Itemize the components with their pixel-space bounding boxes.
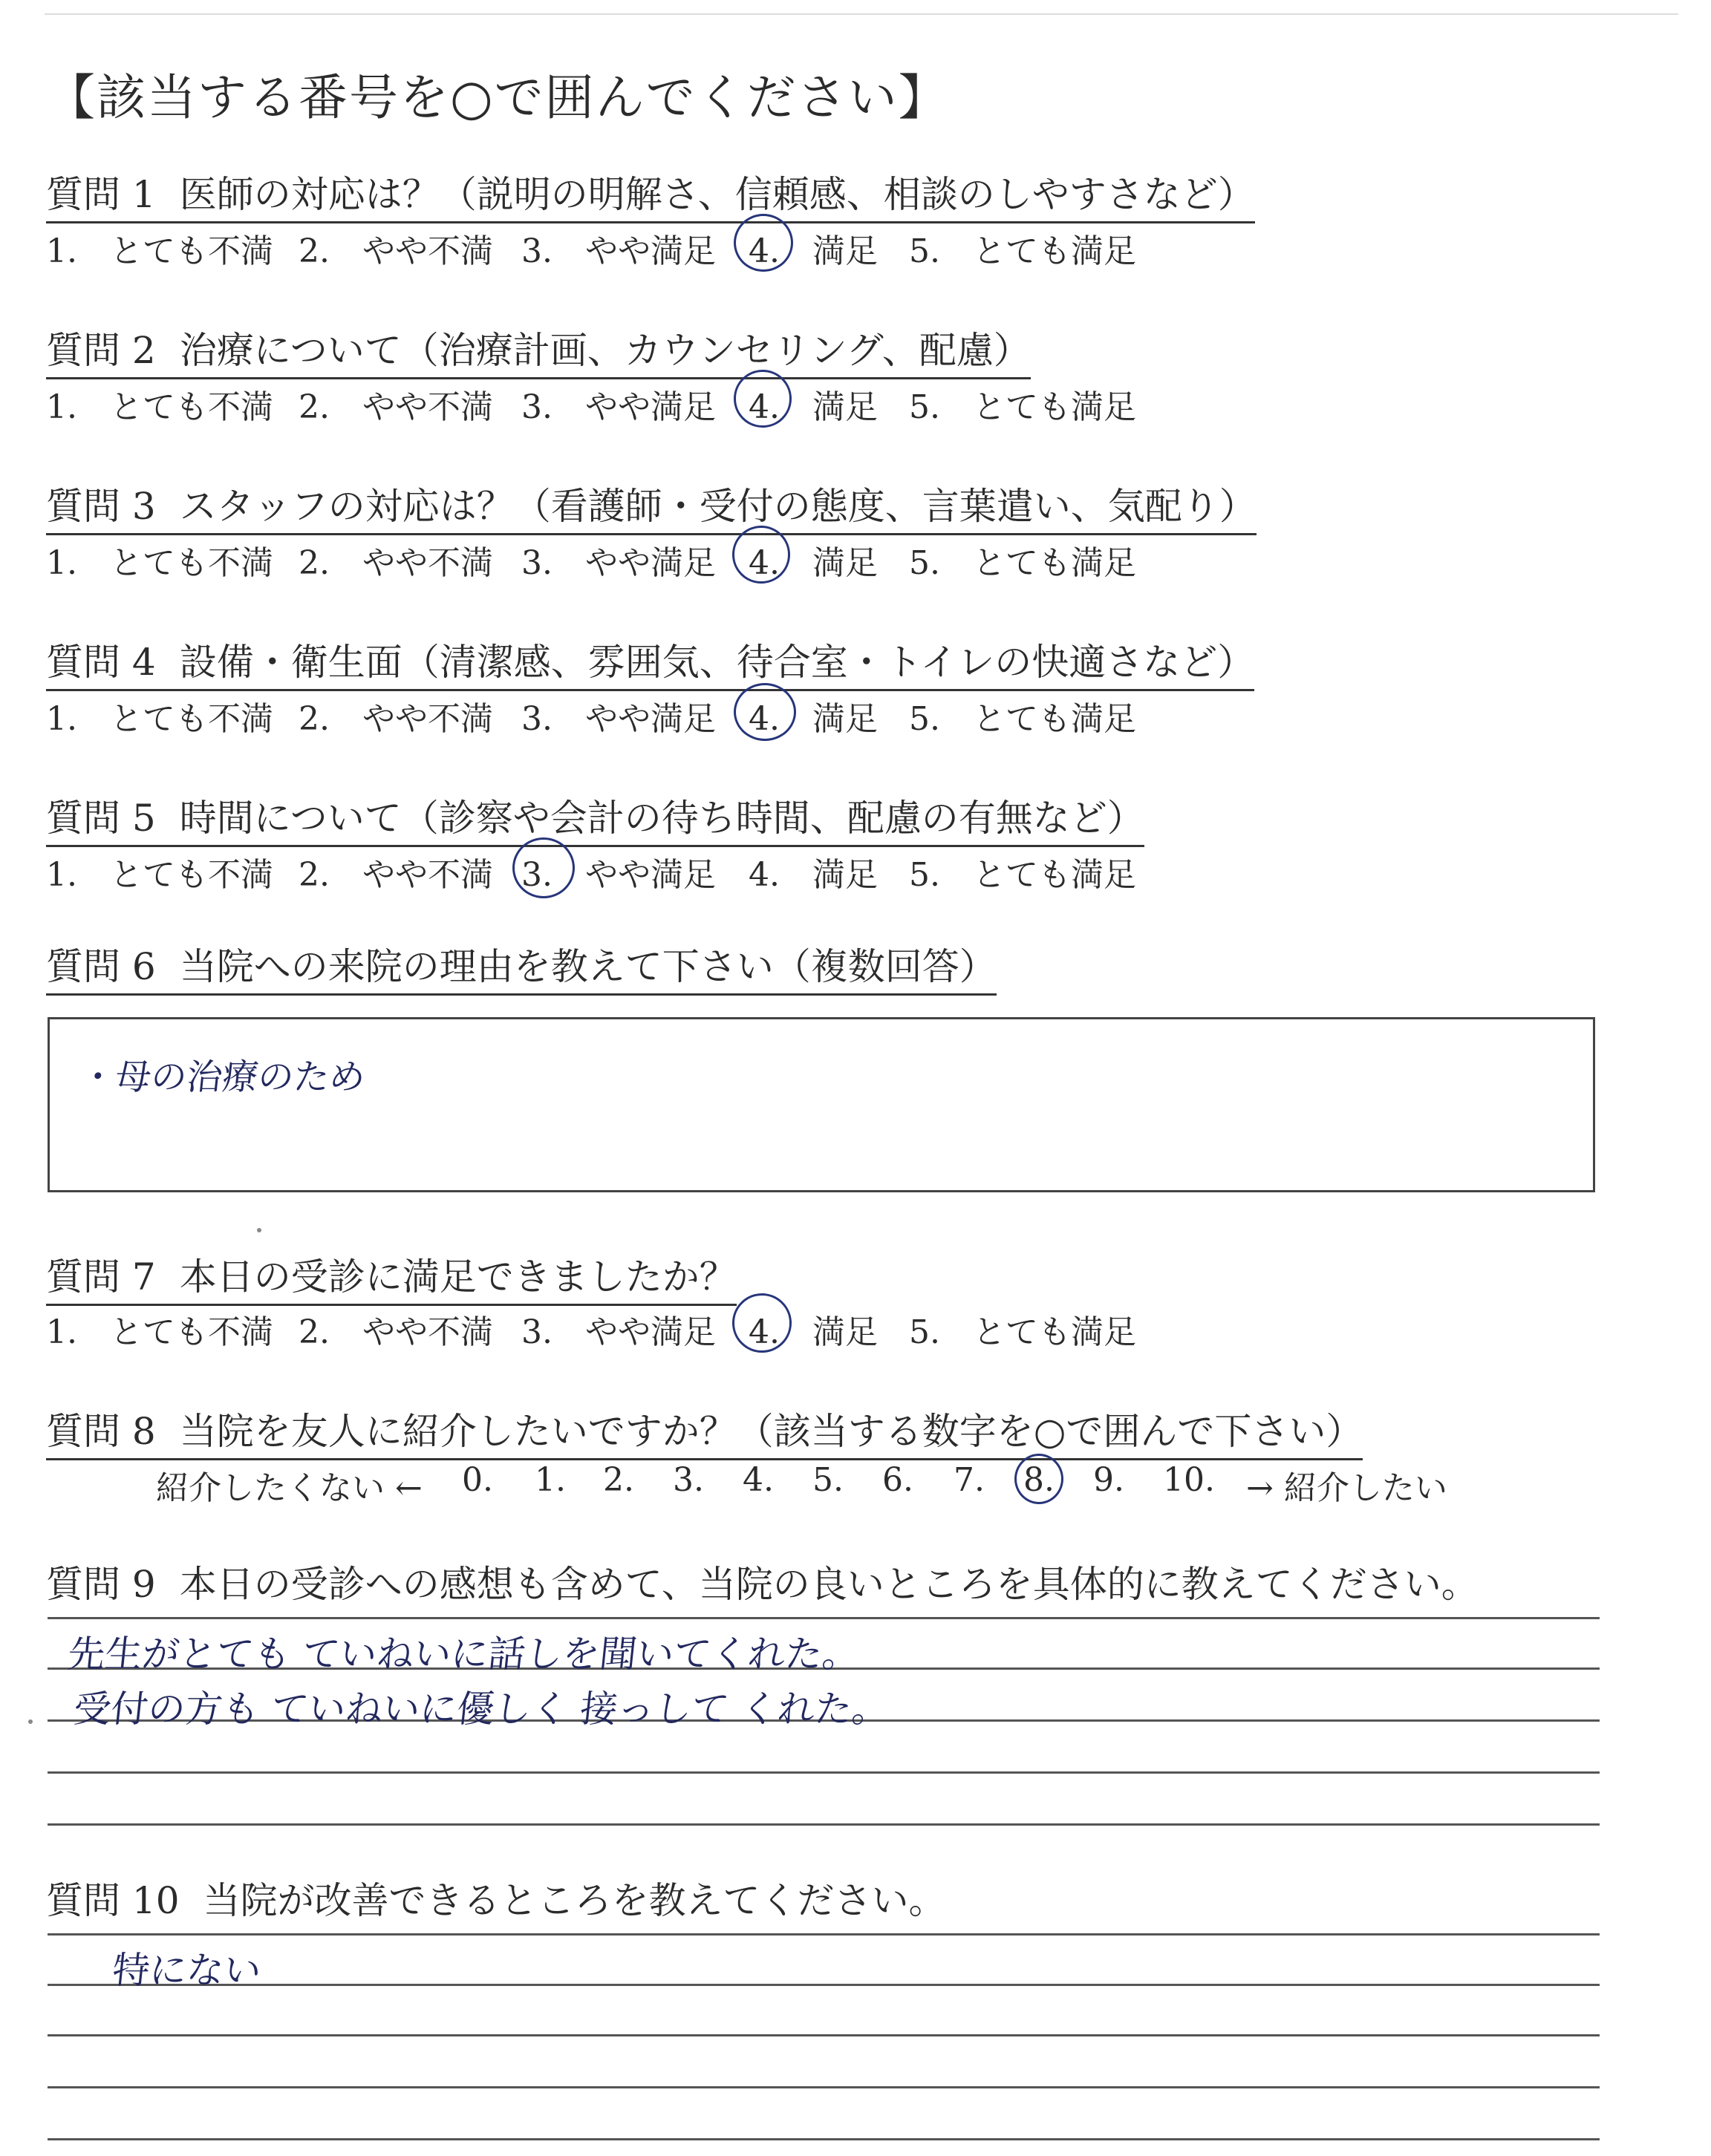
scale-option-2[interactable]: 2. (603, 1461, 634, 1499)
option-1[interactable]: 1. とても不満 (46, 232, 273, 270)
question-7-heading (46, 1247, 737, 1306)
scale-option-7[interactable]: 7. (954, 1461, 985, 1499)
question-7-text: 本日の受診に満足できましたか？ (179, 1255, 737, 1298)
option-1[interactable]: 1. とても不満 (46, 544, 273, 582)
question-1-text: 医師の対応は？（説明の明解さ、信頼感、相談のしやすさなど） (179, 173, 1255, 216)
question-5-text: 時間について（診察や会計の待ち時間、配慮の有無など） (179, 797, 1144, 840)
question-5-number: 質問 5 (46, 797, 156, 840)
option-4[interactable]: 4. 満足 (749, 544, 878, 582)
question-3-number: 質問 3 (46, 485, 156, 528)
option-3[interactable]: 3. やや満足 (521, 700, 716, 738)
question-8-heading (46, 1402, 1363, 1460)
option-5[interactable]: 5. とても満足 (909, 232, 1136, 270)
option-1[interactable]: 1. とても不満 (46, 1313, 273, 1351)
question-6-text: 当院への来院の理由を教えて下さい（複数回答） (179, 945, 997, 988)
question-9-number: 質問 9 (46, 1563, 156, 1606)
scan-top-edge (45, 13, 1678, 15)
scan-speck (28, 1719, 33, 1724)
option-5[interactable]: 5. とても満足 (909, 544, 1136, 582)
option-5[interactable]: 5. とても満足 (909, 700, 1136, 738)
handwritten-answer-line-1: 先生がとても ていねいに話しを聞いてくれた。 (65, 1633, 862, 1676)
question-9-heading (46, 1555, 1479, 1608)
answer-line (48, 1823, 1600, 1826)
question-3-text: スタッフの対応は？（看護師・受付の態度、言葉遣い、気配り） (179, 485, 1257, 528)
question-1-heading (46, 165, 1255, 223)
answer-line (48, 2138, 1600, 2140)
answer-line (48, 2086, 1600, 2088)
option-1[interactable]: 1. とても不満 (46, 388, 273, 426)
option-5[interactable]: 5. とても満足 (909, 1313, 1136, 1351)
scale-option-1[interactable]: 1. (535, 1461, 566, 1499)
handwritten-answer: 特にない (110, 1949, 264, 1992)
handwritten-answer-line-2: 受付の方も ていねいに優しく 接っして くれた。 (71, 1688, 892, 1731)
question-6-heading (46, 937, 997, 996)
answer-line (48, 1617, 1600, 1619)
option-3[interactable]: 3. やや満足 (521, 544, 716, 582)
option-4[interactable]: 4. 満足 (749, 700, 878, 738)
scale-right-label: → 紹介したい (1246, 1469, 1447, 1507)
option-4[interactable]: 4. 満足 (749, 388, 878, 426)
question-10-number: 質問 10 (46, 1879, 180, 1922)
scale-option-6[interactable]: 6. (882, 1461, 913, 1499)
option-2[interactable]: 2. やや不満 (299, 388, 493, 426)
answer-line (48, 1933, 1600, 1936)
question-7-number: 質問 7 (46, 1255, 156, 1298)
answer-box[interactable] (48, 1017, 1595, 1192)
handwritten-answer: ・母の治療のため (77, 1056, 368, 1098)
question-9-text: 本日の受診への感想も含めて、当院の良いところを具体的に教えてください。 (179, 1563, 1479, 1606)
scale-option-8[interactable]: 8. (1023, 1461, 1055, 1499)
option-3[interactable]: 3. やや満足 (521, 856, 716, 894)
page-title: 【該当する番号を○で囲んでください】 (46, 69, 949, 126)
option-2[interactable]: 2. やや不満 (299, 700, 493, 738)
option-2[interactable]: 2. やや不満 (299, 232, 493, 270)
option-3[interactable]: 3. やや満足 (521, 232, 716, 270)
question-4-text: 設備・衛生面（清潔感、雰囲気、待合室・トイレの快適さなど） (179, 641, 1255, 684)
scan-speck (257, 1228, 261, 1232)
question-6-number: 質問 6 (46, 945, 156, 988)
question-2-number: 質問 2 (46, 329, 156, 372)
question-8-number: 質問 8 (46, 1410, 156, 1453)
question-10-heading (46, 1871, 946, 1924)
question-1-number: 質問 1 (46, 173, 156, 216)
option-2[interactable]: 2. やや不満 (299, 856, 493, 894)
option-2[interactable]: 2. やや不満 (299, 1313, 493, 1351)
answer-line (48, 1771, 1600, 1774)
scale-option-0[interactable]: 0. (462, 1461, 493, 1499)
question-2-heading (46, 321, 1031, 379)
option-4[interactable]: 4. 満足 (749, 856, 878, 894)
scale-option-10[interactable]: 10. (1163, 1461, 1215, 1499)
question-4-number: 質問 4 (46, 641, 156, 684)
question-3-heading (46, 477, 1257, 535)
scale-option-9[interactable]: 9. (1093, 1461, 1124, 1499)
option-2[interactable]: 2. やや不満 (299, 544, 493, 582)
option-4[interactable]: 4. 満足 (749, 232, 878, 270)
option-5[interactable]: 5. とても満足 (909, 856, 1136, 894)
scale-option-4[interactable]: 4. (743, 1461, 774, 1499)
option-1[interactable]: 1. とても不満 (46, 700, 273, 738)
scale-option-5[interactable]: 5. (812, 1461, 844, 1499)
option-3[interactable]: 3. やや満足 (521, 1313, 716, 1351)
question-8-text: 当院を友人に紹介したいですか？（該当する数字を○で囲んで下さい） (179, 1410, 1363, 1453)
question-5-heading (46, 788, 1144, 847)
option-5[interactable]: 5. とても満足 (909, 388, 1136, 426)
option-3[interactable]: 3. やや満足 (521, 388, 716, 426)
scale-left-label: 紹介したくない ← (156, 1469, 423, 1507)
question-10-text: 当院が改善できるところを教えてください。 (203, 1879, 946, 1922)
question-4-heading (46, 633, 1254, 691)
answer-line (48, 1984, 1600, 1986)
answer-line (48, 2034, 1600, 2036)
question-2-text: 治療について（治療計画、カウンセリング、配慮） (179, 329, 1031, 372)
scale-option-3[interactable]: 3. (673, 1461, 704, 1499)
option-1[interactable]: 1. とても不満 (46, 856, 273, 894)
option-4[interactable]: 4. 満足 (749, 1313, 878, 1351)
